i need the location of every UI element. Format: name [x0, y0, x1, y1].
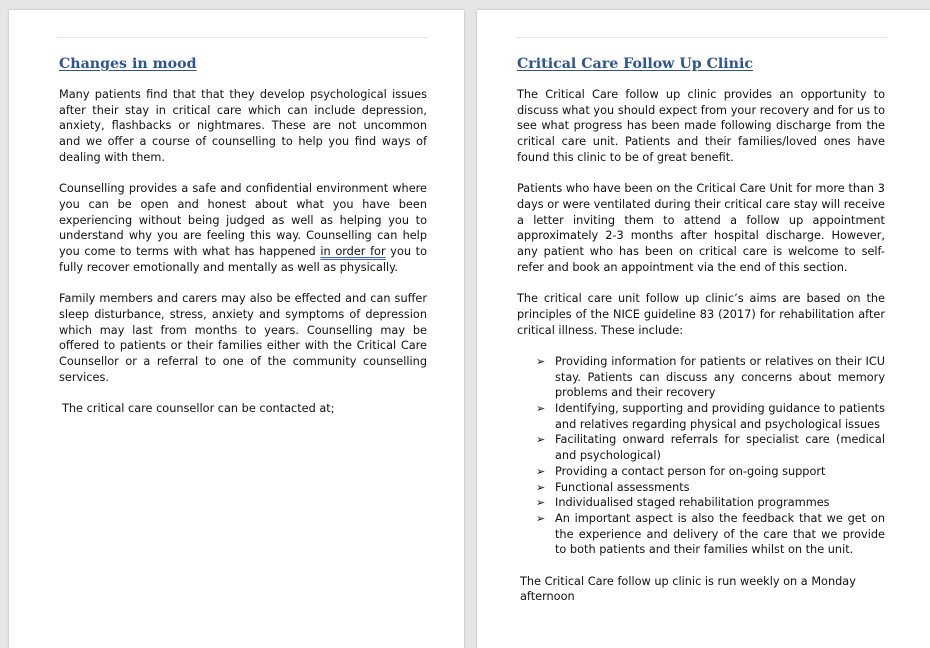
list-item [536, 401, 885, 432]
arrow-bullet-icon: ➢ [536, 496, 546, 510]
list-item-text: Functional assessments [555, 480, 690, 494]
section-heading-changes-in-mood: Changes in mood [59, 56, 197, 72]
list-item [536, 495, 885, 511]
arrow-bullet-icon: ➢ [536, 464, 546, 478]
paragraph [59, 181, 427, 275]
paragraph: The critical care counsellor can be contacted at; [62, 402, 335, 416]
paragraph-text: you to fully recover emotionally and mentally as well as physically. [59, 245, 428, 274]
arrow-bullet-icon: ➢ [536, 511, 546, 525]
arrow-bullet-icon: ➢ [536, 433, 546, 447]
paragraph: Family members and carers may also be effected and can suffer sleep disturbance, stress, anxiety and symptoms of depression which may last from months to years. Counselling may be offered to patients or their families either with the Critical Care Counsellor or a referral to one of the community counselling services. [59, 292, 427, 384]
list-item-text: Providing information for patients or relatives on their ICU stay. Patients can discuss any concerns about memory problems and their recovery [555, 354, 885, 400]
arrow-bullet-icon: ➢ [536, 402, 546, 416]
list-item [536, 480, 885, 496]
header-rule [57, 37, 428, 38]
document-page-right[interactable] [477, 10, 930, 648]
paragraph: Many patients find that that they develop psychological issues after their stay in critical care which can include depression, anxiety, flashbacks or nightmares. These are not uncommon and we offer a course of counselling to help you find ways of dealing with them. [59, 88, 427, 164]
paragraph: Patients who have been on the Critical Care Unit for more than 3 days or were ventilated during their critical care stay will receive a letter inviting them to attend a follow up appointment approximately 2-3 months after hospital discharge. However, any patient who has been on critical care is welcome to self-refer and book an appointment via the end of this section. [517, 182, 885, 274]
section-heading-follow-up-clinic: Critical Care Follow Up Clinic [517, 56, 753, 72]
paragraph: The critical care unit follow up clinic’s aims are based on the principles of the NICE guideline 83 (2017) for rehabilitation after critical illness. These include: [517, 292, 885, 337]
list-item [536, 354, 885, 401]
list-item-text: Identifying, supporting and providing guidance to patients and relatives regarding physical and psychological issues [555, 402, 885, 431]
list-item [536, 432, 885, 463]
page-content [59, 55, 427, 432]
arrow-bullet-icon: ➢ [536, 354, 546, 368]
paragraph: The Critical Care follow up clinic provides an opportunity to discuss what you should expect from your recovery and for us to see what progress has been made following discharge from the critical care unit. Patients and their families/loved ones have found this clinic to be of great benefit. [517, 88, 885, 164]
list-item [536, 511, 885, 558]
paragraph-text: Counselling provides a safe and confidential environment where you can be open and honest about what you have been experiencing without being judged as well as helping you to understand why you are feeling this way. Counselling can help you come to terms with what has happened [59, 182, 427, 259]
aims-bullet-list [517, 354, 885, 558]
list-item [536, 464, 885, 480]
list-item-text: An important aspect is also the feedback that we get on the experience and delivery of the care that we provide to both patients and their families whilst on the unit. [555, 511, 885, 557]
list-item-text: Individualised staged rehabilitation programmes [555, 496, 830, 510]
document-page-left[interactable] [9, 10, 464, 648]
paragraph: The Critical Care follow up clinic is run weekly on a Monday afternoon [520, 574, 856, 604]
header-rule [515, 37, 887, 38]
list-item-text: Providing a contact person for on-going support [555, 464, 826, 478]
page-content [517, 55, 885, 621]
grammar-suggestion-mark[interactable]: in order for [320, 245, 386, 259]
list-item-text: Facilitating onward referrals for specialist care (medical and psychological) [555, 433, 885, 463]
arrow-bullet-icon: ➢ [536, 480, 546, 494]
